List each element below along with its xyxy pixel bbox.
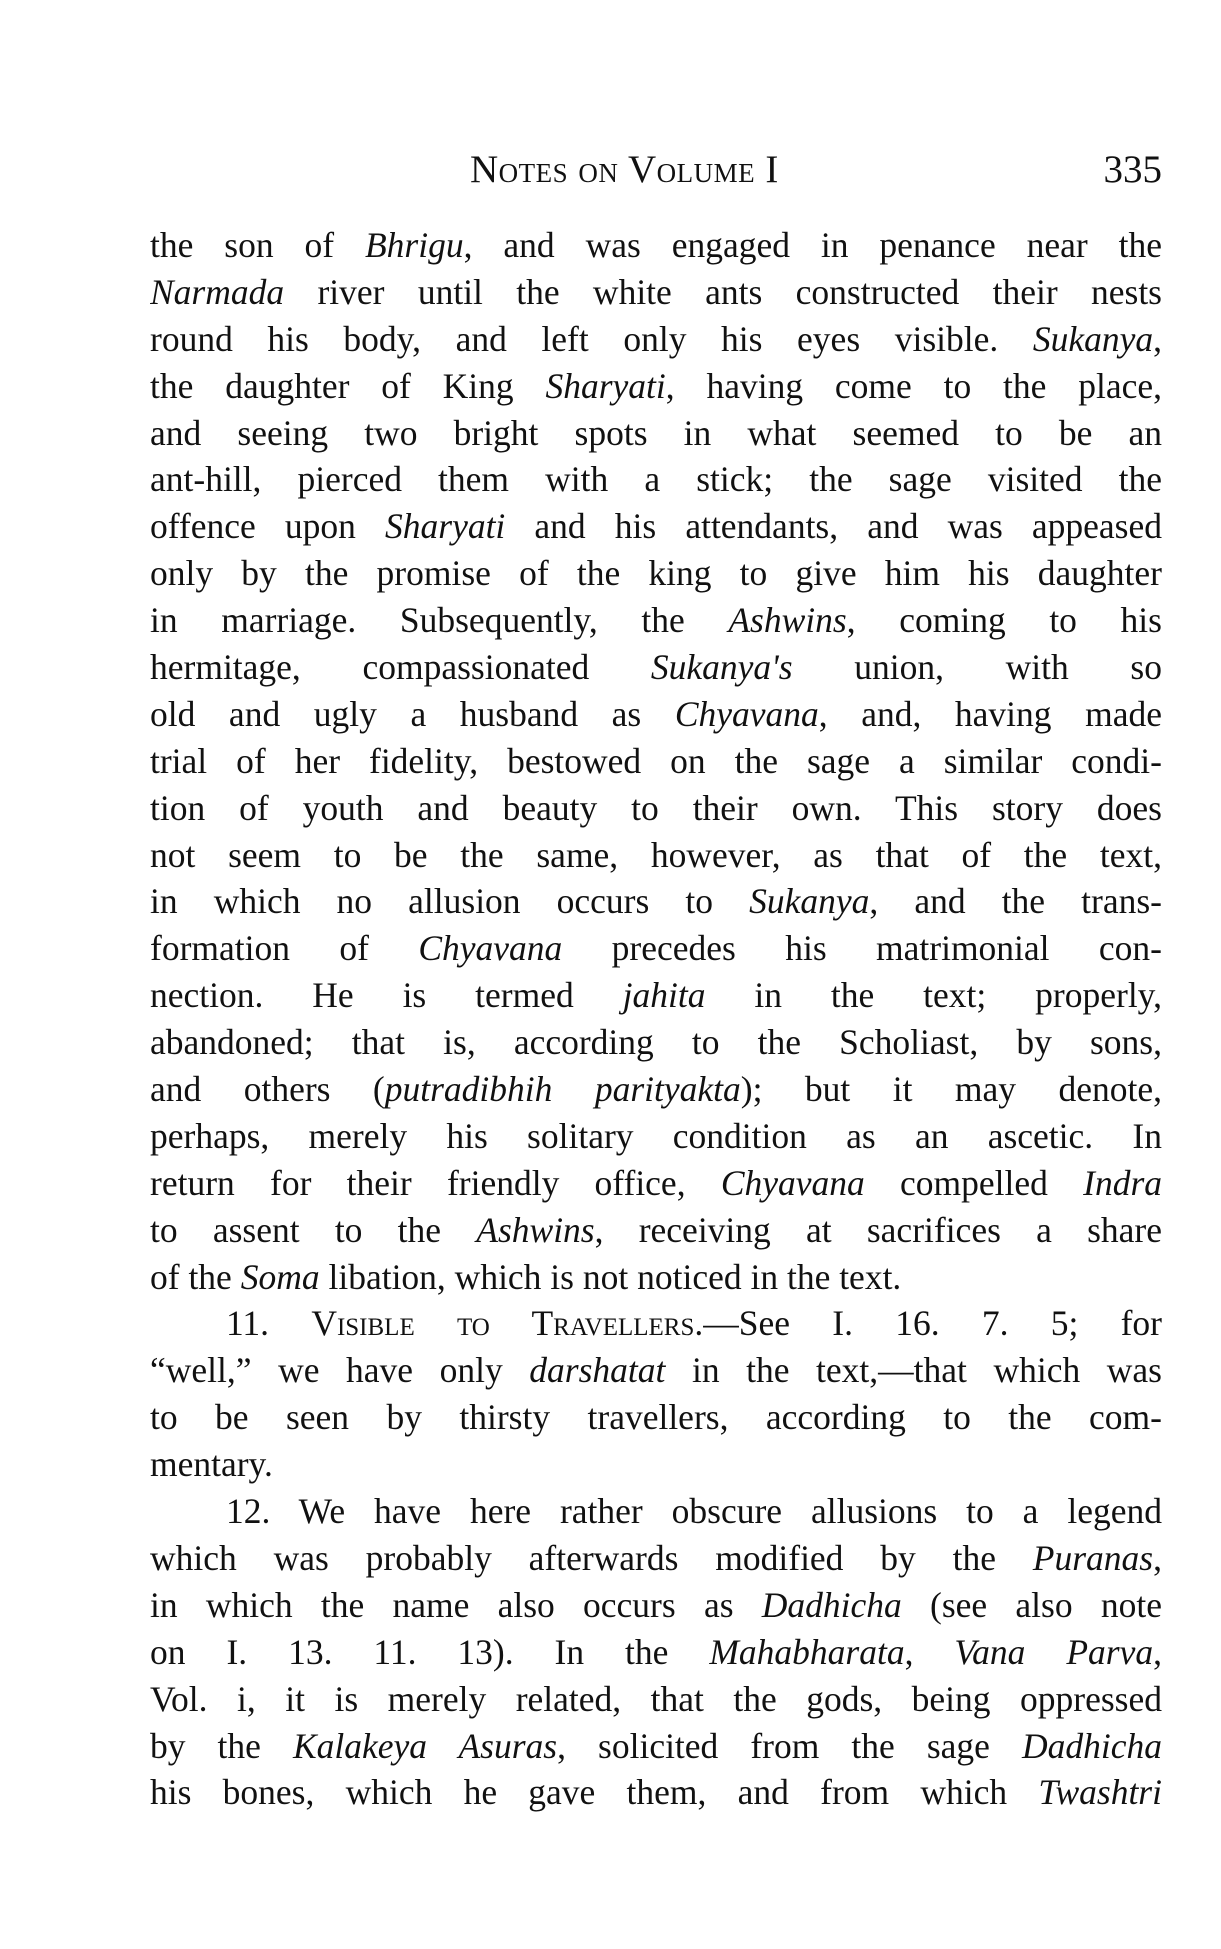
text-line <box>150 1488 1162 1535</box>
italic-term: Ashwins <box>476 1209 595 1250</box>
text-line <box>150 456 1162 503</box>
text-run: nection. He is termed <box>150 975 623 1016</box>
text-run: his bones, which he gave them, and from which <box>150 1772 1039 1813</box>
text-run: Vol. i, it is merely related, that the gods, being oppressed <box>150 1678 1162 1719</box>
text-run: to be seen by thirsty travellers, according to the com- <box>150 1397 1162 1438</box>
text-run: , and, having made <box>818 693 1162 734</box>
text-run: the son of <box>150 225 365 265</box>
page-header <box>150 145 1162 195</box>
text-run: , and was engaged in penance near the <box>463 225 1162 265</box>
text-run: .—See I. 16. 7. 5; for <box>694 1303 1162 1344</box>
text-line <box>150 316 1162 363</box>
text-run: the daughter of King <box>150 365 546 406</box>
italic-term: Dadhicha <box>761 1584 902 1625</box>
notes-body <box>150 222 1162 1816</box>
text-run: , <box>1153 1537 1162 1578</box>
text-run: old and ugly a husband as <box>150 693 675 734</box>
text-run: “well,” we have only <box>150 1350 530 1391</box>
text-run: 11. <box>226 1303 312 1344</box>
text-line <box>150 550 1162 597</box>
text-run: not seem to be the same, however, as that of the text, <box>150 834 1162 875</box>
text-line <box>150 972 1162 1019</box>
text-line <box>150 925 1162 972</box>
text-line <box>150 410 1162 457</box>
text-run: libation, which is not noticed in the text. <box>319 1256 902 1297</box>
text-line <box>150 1160 1162 1207</box>
text-line <box>150 1254 1162 1301</box>
text-line <box>150 1019 1162 1066</box>
text-run: in which no allusion occurs to <box>150 881 750 922</box>
text-run: , receiving at sacrifices a share <box>594 1209 1162 1250</box>
text-line <box>150 1769 1162 1816</box>
text-run: , and the trans- <box>869 881 1162 922</box>
text-line <box>150 1300 1162 1347</box>
text-run: on I. 13. 11. 13). In the <box>150 1631 710 1672</box>
text-line <box>150 1723 1162 1770</box>
text-run: (see also note <box>901 1584 1162 1625</box>
italic-term: Soma <box>240 1256 320 1297</box>
text-line <box>150 1676 1162 1723</box>
text-run: which was probably afterwards modified by the <box>150 1537 1033 1578</box>
text-line <box>150 691 1162 738</box>
text-line <box>150 1535 1162 1582</box>
text-run: abandoned; that is, according to the Scholiast, by sons, <box>150 1022 1162 1063</box>
text-run: , <box>904 1631 955 1672</box>
italic-term: Ashwins <box>728 600 847 641</box>
text-line <box>150 1394 1162 1441</box>
italic-term: Narmada <box>150 271 285 312</box>
italic-term: Vana Parva <box>954 1631 1154 1672</box>
text-run: perhaps, merely his solitary condition as an ascetic. In <box>150 1115 1162 1156</box>
text-run: by the <box>150 1725 293 1766</box>
text-line <box>150 1441 1162 1488</box>
text-run: compelled <box>864 1162 1084 1203</box>
text-run: , <box>1153 1631 1162 1672</box>
running-title: Notes on Volume I <box>470 148 779 191</box>
text-run: and others ( <box>150 1069 385 1110</box>
italic-term: Chyavana <box>720 1162 865 1203</box>
italic-term: Chyavana <box>674 693 819 734</box>
text-run: mentary. <box>150 1444 273 1485</box>
page-number: 335 <box>1103 148 1162 191</box>
italic-term: darshatat <box>529 1350 666 1391</box>
text-line <box>150 785 1162 832</box>
text-run: in which the name also occurs as <box>150 1584 762 1625</box>
text-run: , <box>1153 318 1162 359</box>
text-run: river until the white ants constructed their nests <box>284 271 1162 312</box>
italic-term: Sukanya <box>749 881 870 922</box>
text-line <box>150 1629 1162 1676</box>
italic-term: Dadhicha <box>1021 1725 1162 1766</box>
text-run: ant-hill, pierced them with a stick; the sage visited the <box>150 459 1162 500</box>
text-run: hermitage, compassionated <box>150 647 651 688</box>
italic-term: Kalakeya Asuras <box>292 1725 558 1766</box>
text-run: tion of youth and beauty to their own. This story does <box>150 787 1162 828</box>
text-run: in the text; properly, <box>705 975 1162 1016</box>
italic-term: Sharyati <box>545 365 666 406</box>
text-run: formation of <box>150 928 419 969</box>
italic-term: Chyavana <box>418 928 563 969</box>
text-run: , having come to the place, <box>665 365 1162 406</box>
italic-term: Indra <box>1083 1162 1162 1203</box>
text-run: of the <box>150 1256 241 1297</box>
italic-term: Sukanya's <box>650 647 793 688</box>
text-line <box>150 222 1162 269</box>
text-line <box>150 878 1162 925</box>
text-line <box>150 738 1162 785</box>
italic-term: Mahabharata <box>709 1631 905 1672</box>
text-line <box>150 1207 1162 1254</box>
italic-term: Twashtri <box>1038 1772 1162 1813</box>
text-run: return for their friendly office, <box>150 1162 721 1203</box>
text-run: trial of her fidelity, bestowed on the sage a similar condi- <box>150 740 1162 781</box>
text-line <box>150 363 1162 410</box>
italic-term: Bhrigu <box>365 225 464 265</box>
small-caps-heading: Visible to Travellers <box>311 1303 695 1344</box>
text-line <box>150 1066 1162 1113</box>
text-run: union, with so <box>792 647 1162 688</box>
text-line <box>150 503 1162 550</box>
text-run: , solicited from the sage <box>557 1725 1022 1766</box>
text-run: in the text,—that which was <box>665 1350 1162 1391</box>
text-run: , coming to his <box>846 600 1162 641</box>
text-line <box>150 269 1162 316</box>
text-line <box>150 597 1162 644</box>
text-run: 12. We have here rather obscure allusions to a legend <box>226 1491 1162 1532</box>
text-run: and seeing two bright spots in what seemed to be an <box>150 412 1162 453</box>
text-line <box>150 1347 1162 1394</box>
text-line <box>150 832 1162 879</box>
text-run: ); but it may denote, <box>740 1069 1162 1110</box>
text-run: precedes his matrimonial con- <box>562 928 1162 969</box>
italic-term: putradibhih parityakta <box>384 1069 741 1110</box>
italic-term: Sukanya <box>1032 318 1154 359</box>
italic-term: jahita <box>622 975 706 1016</box>
text-run: offence upon <box>150 506 385 547</box>
text-run: and his attendants, and was appeased <box>505 506 1162 547</box>
italic-term: Puranas <box>1032 1537 1154 1578</box>
italic-term: Sharyati <box>385 506 506 547</box>
text-line <box>150 1582 1162 1629</box>
text-run: round his body, and left only his eyes visible. <box>150 318 1033 359</box>
text-line <box>150 644 1162 691</box>
text-run: in marriage. Subsequently, the <box>150 600 729 641</box>
text-run: only by the promise of the king to give him his daughter <box>150 553 1162 594</box>
text-line <box>150 1113 1162 1160</box>
text-run: to assent to the <box>150 1209 477 1250</box>
